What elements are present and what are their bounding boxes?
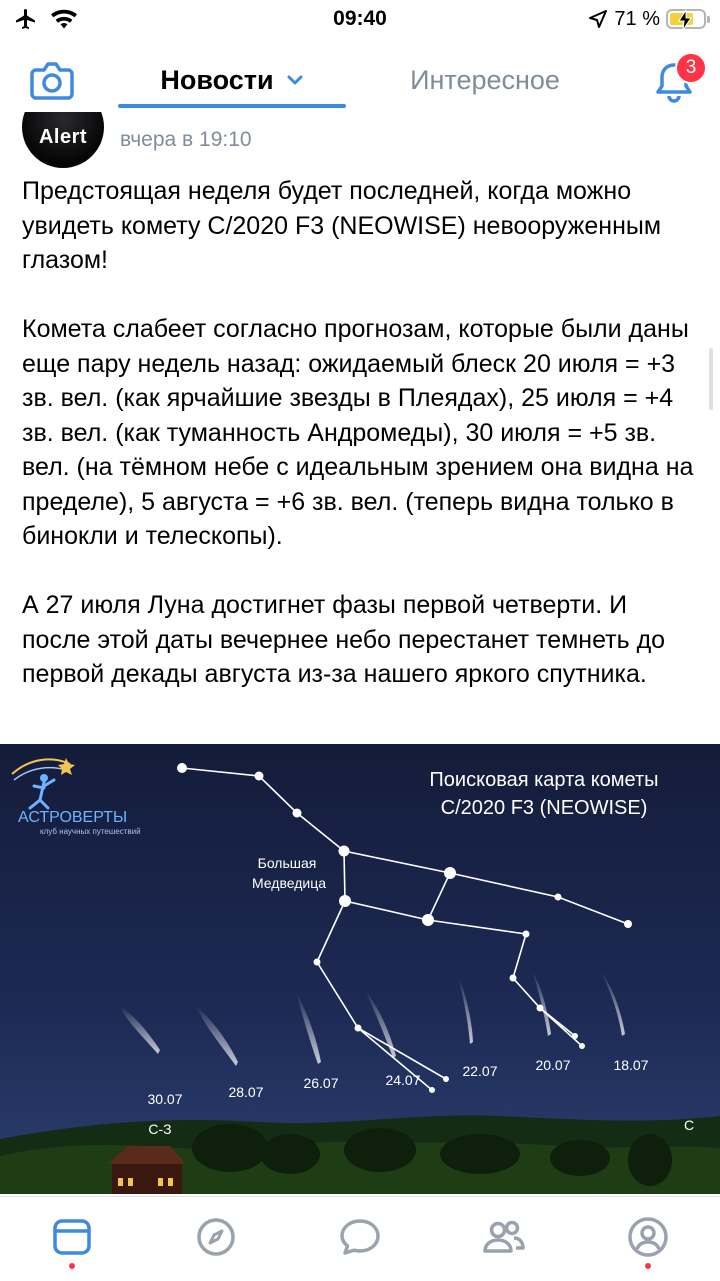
battery-percent: 71 % bbox=[614, 7, 660, 30]
chart-title-line2: C/2020 F3 (NEOWISE) bbox=[440, 797, 648, 819]
status-bar bbox=[0, 0, 720, 40]
post-paragraph: Комета слабеет согласно прогнозам, которые были даны еще пару недель назад: ожидаемый блеск 20 июля = +3 зв. вел. (как ярчайшие звезды в Плеядах), 25 июля = +4 зв. вел. (как туманность Андромеды), 30 июля = +5 зв. вел. (на тёмном небе с идеальным зрением она видна на пределе), 5 августа = +6 зв. вел. (теперь видна только в бинокли и телескопы). bbox=[22, 315, 694, 550]
feed-icon[interactable] bbox=[50, 1215, 94, 1259]
camera-icon[interactable] bbox=[28, 58, 76, 102]
feed-indicator-dot bbox=[69, 1263, 75, 1269]
constellation-label-1: Большая bbox=[257, 855, 317, 871]
chart-title-line1: Поисковая карта кометы bbox=[429, 769, 659, 791]
date-label: 26.07 bbox=[303, 1075, 339, 1091]
location-arrow-icon bbox=[588, 9, 608, 29]
post-paragraph: А 27 июля Луна достигнет фазы первой четверти. И после этой даты вечернее небо перестанет темнеть до первой декады августа из-за нашего яркого спутника. bbox=[22, 591, 666, 688]
date-label: 20.07 bbox=[535, 1057, 571, 1073]
battery-icon bbox=[666, 9, 706, 29]
scroll-indicator bbox=[709, 348, 713, 410]
status-right bbox=[588, 6, 706, 32]
compass-icon[interactable] bbox=[194, 1215, 238, 1259]
post-header bbox=[0, 112, 720, 168]
avatar-text: Alert bbox=[38, 126, 88, 148]
logo-subtitle: клуб научных путешествий bbox=[40, 827, 141, 836]
constellation-label-2: Медведица bbox=[251, 875, 327, 891]
tab-news[interactable] bbox=[118, 54, 346, 106]
logo-name: АСТРОВЕРТЫ bbox=[18, 809, 128, 826]
date-label: 30.07 bbox=[147, 1091, 183, 1107]
comet-finder-chart bbox=[0, 744, 720, 1194]
notification-badge: 3 bbox=[675, 52, 707, 84]
post-text bbox=[22, 174, 702, 726]
post-time[interactable]: вчера в 19:10 bbox=[120, 128, 252, 151]
charging-bolt-icon bbox=[678, 10, 692, 30]
header bbox=[0, 40, 720, 112]
tab-interesting[interactable]: Интересное bbox=[410, 64, 560, 95]
direction-north: С bbox=[683, 1117, 695, 1133]
date-label: 28.07 bbox=[228, 1084, 264, 1100]
direction-northwest: С-З bbox=[148, 1121, 172, 1137]
date-label: 22.07 bbox=[462, 1063, 498, 1079]
chevron-down-icon bbox=[286, 74, 304, 86]
messages-icon[interactable] bbox=[338, 1215, 382, 1259]
status-time: 09:40 bbox=[333, 7, 387, 30]
date-label: 18.07 bbox=[613, 1057, 649, 1073]
post-paragraph: Предстоящая неделя будет последней, когда можно увидеть комету C/2020 F3 (NEOWISE) невооруженным глазом! bbox=[22, 177, 662, 274]
profile-icon[interactable] bbox=[626, 1215, 670, 1259]
tab-news-label: Новости bbox=[160, 64, 274, 95]
post-image[interactable] bbox=[0, 744, 720, 1194]
date-label: 24.07 bbox=[385, 1072, 421, 1088]
active-tab-indicator bbox=[118, 104, 346, 108]
profile-indicator-dot bbox=[645, 1263, 651, 1269]
avatar[interactable] bbox=[22, 112, 104, 168]
friends-icon[interactable] bbox=[482, 1215, 526, 1259]
bottom-tab-bar bbox=[0, 1196, 720, 1281]
